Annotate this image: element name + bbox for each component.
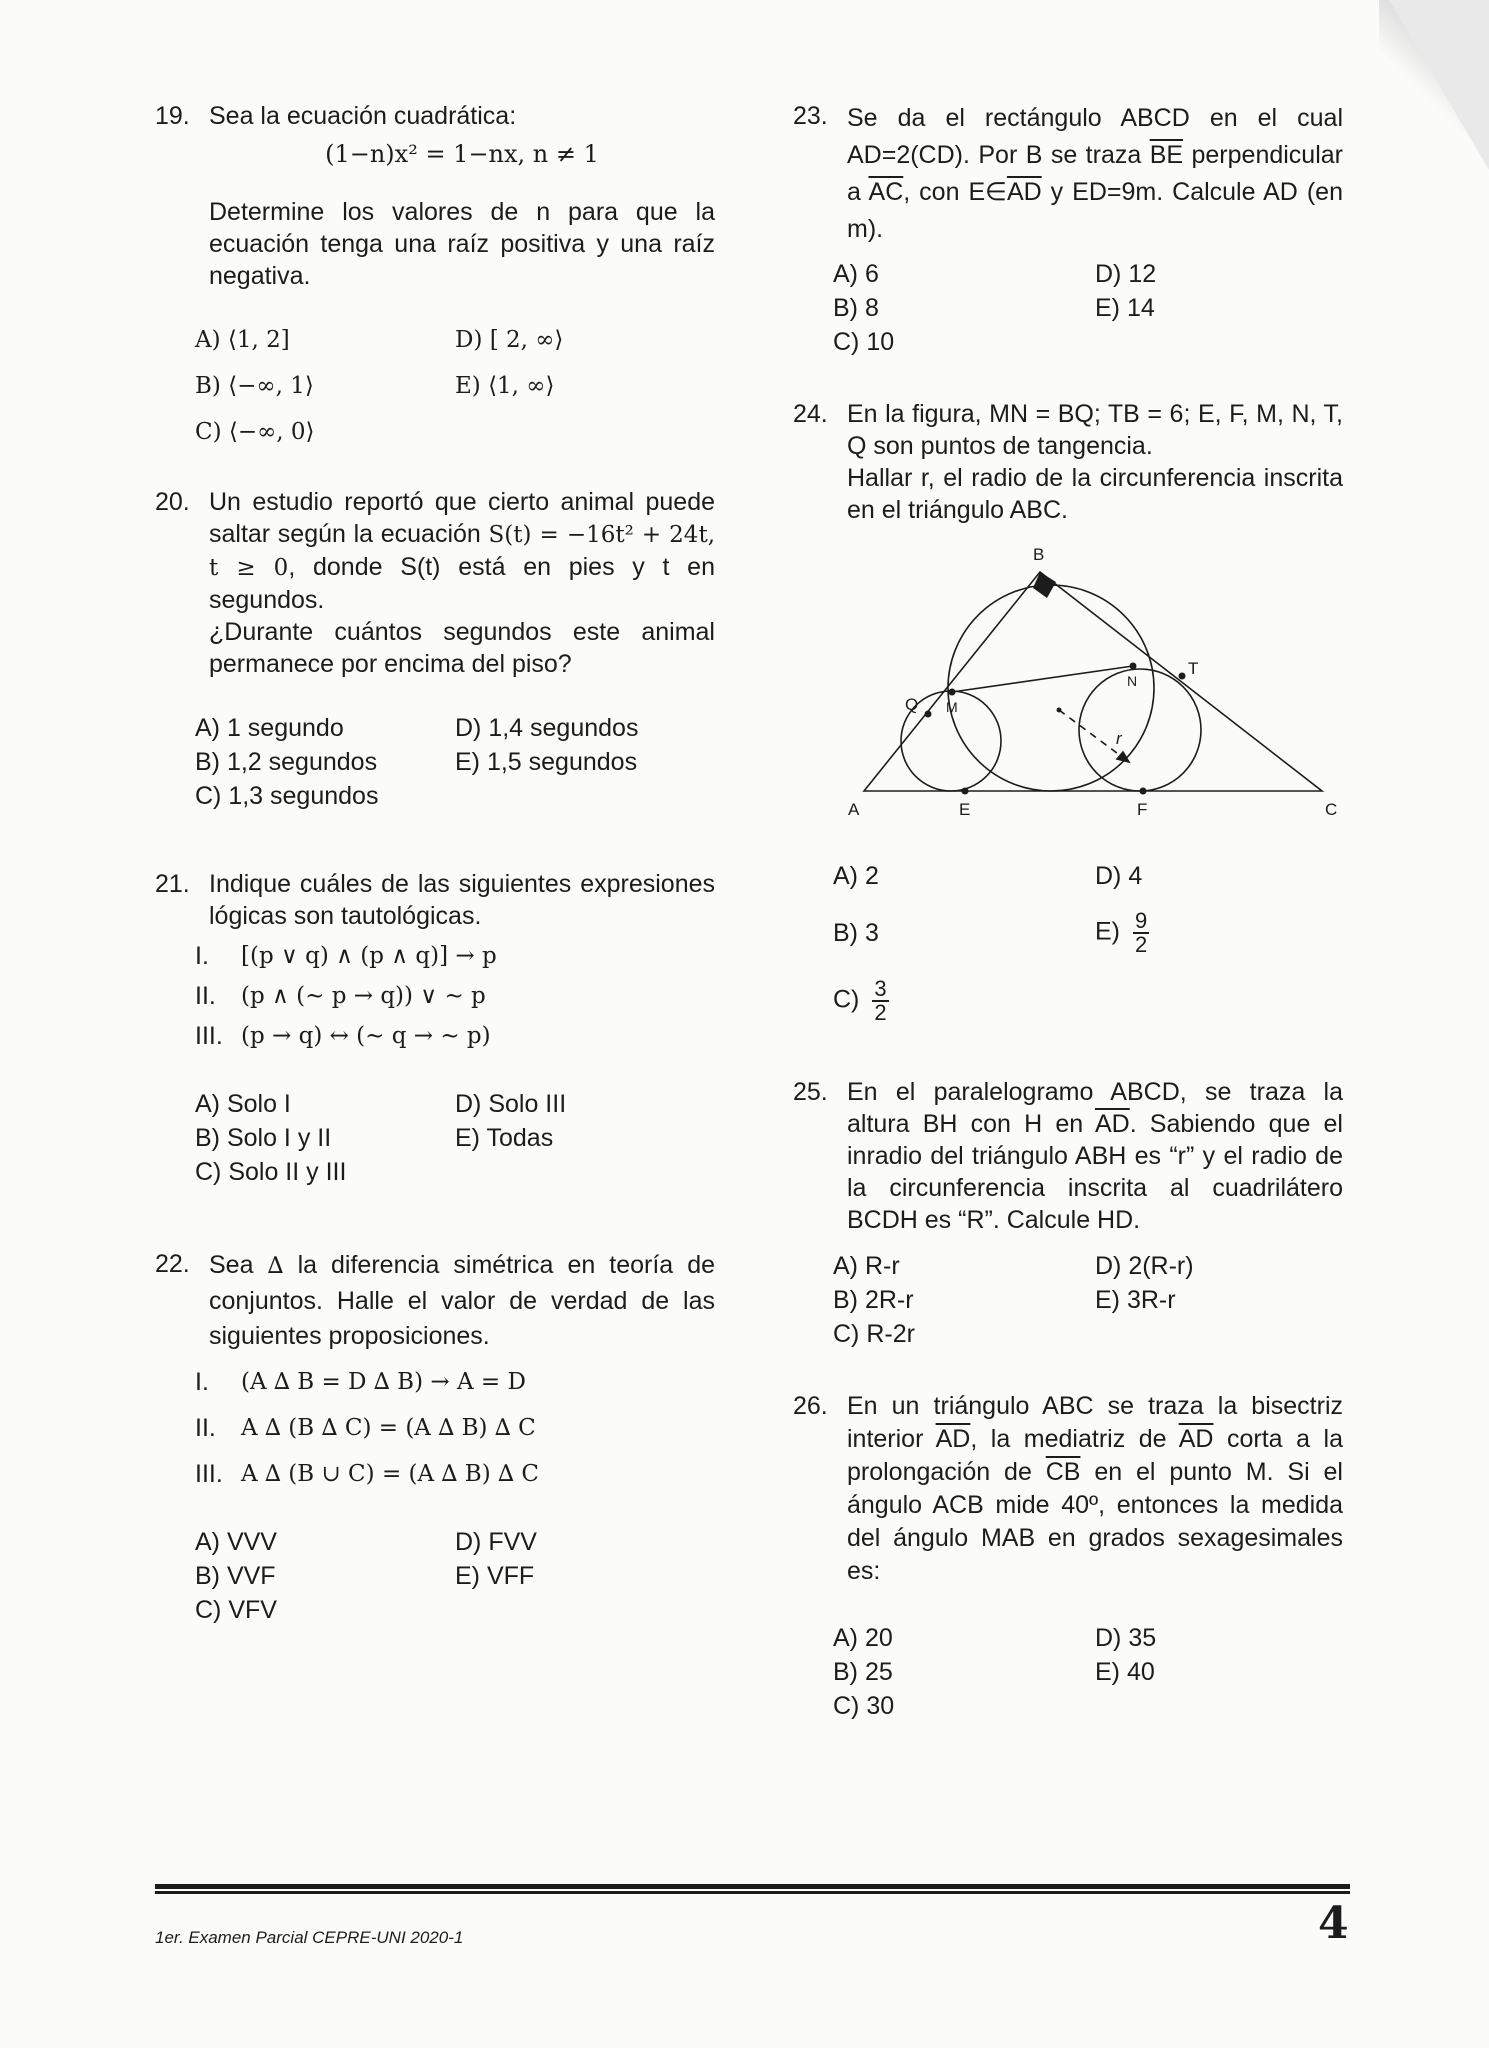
question-text [209,1248,715,1354]
label-t: T [1188,659,1199,678]
option-e[interactable]: E) 3R-r [1095,1286,1176,1314]
question-number: 21. [155,870,190,898]
question-intro: Sea la ecuación cuadrática: [209,102,517,130]
statement-roman: III. [195,1460,223,1488]
height-equation: S(t) = −16t² + 24t, t ≥ 0 [209,522,715,581]
question-text [847,100,1343,248]
option-e[interactable]: E) Todas [455,1124,554,1152]
option-a[interactable]: A) ⟨1, 2] [195,327,290,353]
point-f [1140,788,1147,795]
question-text-part: perpendicular a [847,141,1343,206]
question-text-part: . Sabiendo que el inradio del triángulo ABH es “r” y el radio de la circunferencia inscrita al cuadrilátero BCDH es “R”. Calcule HD. [847,1110,1343,1234]
question-text: En la figura, MN = BQ; TB = 6; E, F, M, N, T, Q son puntos de tangencia. [847,400,1343,460]
label-e: E [959,800,971,819]
option-c[interactable]: C) Solo II y III [195,1158,347,1186]
statement-2 [195,1412,715,1444]
option-d[interactable]: D) FVV [455,1528,537,1556]
option-d[interactable]: D) 35 [1095,1624,1157,1652]
statement-expr: A ∆ (B ∆ C) = (A ∆ B) ∆ C [241,1415,536,1441]
delta-symbol: ∆ [267,1253,284,1279]
option-d[interactable]: D) 1,4 segundos [455,714,639,742]
segment-ad: $\overline{AD}$ [935,1425,971,1453]
option-b[interactable]: B) 25 [833,1658,893,1686]
statement-roman: II. [195,1414,216,1442]
fraction [1133,910,1149,956]
question-22 [155,1248,715,1626]
question-text [847,1076,1343,1236]
small-circle-right [1079,669,1201,791]
question-text-part: , con E∈ [903,178,1007,206]
option-a[interactable]: A) VVV [195,1528,277,1556]
question-text: Hallar r, el radio de la circunferencia inscrita en el triángulo ABC. [847,464,1343,524]
question-number: 20. [155,488,190,516]
option-b[interactable]: B) 2R-r [833,1286,914,1314]
question-text-part: Sea [209,1251,268,1279]
question-text-part: Se da el rectángulo ABCD en el cual AD=2(CD). Por B se traza [847,104,1343,169]
option-b[interactable]: B) ⟨−∞, 1⟩ [195,373,314,399]
triangle-abc [864,572,1322,791]
question-text-part: en el punto M. Si el ángulo ACB mide 40º, entonces la medida del ángulo MAB en grados sexagesimales es: [847,1458,1343,1585]
answer-options [833,860,1343,1024]
question-text [209,486,715,616]
statement-expr: (p ∧ (∼ p → q)) ∨ ∼ p [241,983,486,1009]
option-c[interactable] [833,978,1095,1024]
label-r: r [1116,729,1122,748]
option-a[interactable]: A) 2 [833,862,879,890]
segment-cb: $\overline{CB}$ [1045,1458,1081,1486]
statement-expr: (A ∆ B = D ∆ B) → A = D [241,1369,526,1395]
question-text: Determine los valores de n para que la ecuación tenga una raíz positiva y una raíz negativa. [209,198,715,290]
question-text-part: , donde S(t) está en pies y t en segundos. [209,553,715,614]
option-d[interactable]: D) [ 2, ∞⟩ [455,327,564,353]
label-f: F [1137,800,1148,819]
answer-options [833,1250,1343,1350]
question-text-part: la diferencia simétrica en teoría de conjuntos. Halle el valor de verdad de las siguientes proposiciones. [209,1251,715,1350]
option-c[interactable]: C) 10 [833,328,895,356]
point-n [1130,663,1137,670]
option-b[interactable]: B) 1,2 segundos [195,748,378,776]
label-q: Q [905,695,919,714]
label-b: B [1033,545,1045,564]
answer-options [195,324,715,448]
option-b[interactable]: B) VVF [195,1562,276,1590]
statement-expr: [(p ∨ q) ∧ (p ∧ q)] → p [241,943,497,969]
option-b[interactable]: B) Solo I y II [195,1124,332,1152]
option-a[interactable]: A) 1 segundo [195,714,344,742]
option-e[interactable]: E) VFF [455,1562,535,1590]
segment-ad: $\overline{AD}$ [1006,178,1042,206]
question-text-part: En el paralelogramo ABCD, se traza la altura BH con H en [847,1078,1343,1138]
fraction-denominator: 2 [874,1000,887,1025]
segment-ac: $\overline{AC}$ [868,178,904,206]
option-e[interactable]: E) 40 [1095,1658,1155,1686]
question-text: ¿Durante cuántos segundos este animal permanece por encima del piso? [209,618,715,678]
answer-options [833,1622,1343,1722]
option-c[interactable]: C) VFV [195,1596,277,1624]
question-20 [155,486,715,812]
question-19 [155,100,715,448]
segment-be: $\overline{BE}$ [1149,141,1184,169]
point-q [925,711,932,718]
option-a[interactable]: A) 20 [833,1624,893,1652]
option-b[interactable]: B) 3 [833,919,879,947]
fraction [872,978,888,1024]
page-corner-fold [1389,0,1489,170]
question-number: 19. [155,102,190,130]
question-text-part: corta a la prolongación de [847,1425,1344,1486]
right-column [793,100,1343,1722]
statement-roman: I. [195,1368,209,1396]
option-prefix: C) [833,985,860,1014]
question-25 [793,1076,1343,1350]
statement-roman: II. [195,982,216,1010]
fraction-denominator: 2 [1134,932,1148,957]
option-c[interactable]: C) R-2r [833,1320,915,1348]
question-23 [793,100,1343,358]
answer-options [833,258,1343,358]
question-text-part: , la mediatriz de [970,1425,1179,1453]
statement-roman: I. [195,942,209,970]
option-d[interactable]: D) Solo III [455,1090,567,1118]
exam-title: 1er. Examen Parcial CEPRE-UNI 2020-1 [155,1928,464,1947]
option-prefix: E) [1095,917,1120,946]
option-d[interactable]: D) 12 [1095,260,1157,288]
label-a: A [848,800,860,819]
option-d[interactable]: D) 4 [1095,862,1143,890]
question-number: 24. [793,400,828,428]
statement-3 [195,1458,715,1490]
option-e[interactable]: E) 14 [1095,294,1155,322]
statement-2 [195,980,715,1012]
statement-expr: A ∆ (B ∪ C) = (A ∆ B) ∆ C [241,1461,539,1487]
answer-options [195,1526,715,1626]
footer-rule [155,1884,1350,1889]
option-e[interactable] [1095,910,1335,956]
point-m [949,689,956,696]
question-number: 26. [793,1392,828,1420]
question-text-part: y ED=9m. Calcule AD (en m). [847,178,1343,243]
statement-roman: III. [195,1022,223,1050]
fraction-numerator: 3 [874,976,887,1001]
question-26 [793,1390,1343,1722]
quadratic-equation: (1−n)x² = 1−nx, n ≠ 1 [325,140,599,168]
label-m: M [946,699,958,715]
point-t [1179,673,1186,680]
option-c[interactable]: C) ⟨−∞, 0⟩ [195,419,315,445]
segment-ad: $\overline{AD}$ [1178,1425,1214,1453]
option-a[interactable]: A) 6 [833,260,879,288]
option-e[interactable]: E) 1,5 segundos [455,748,638,776]
page-number: 4 [1318,1898,1349,1949]
option-a[interactable]: A) R-r [833,1252,900,1280]
question-text [847,1390,1343,1588]
point-e [962,788,969,795]
question-number: 25. [793,1078,828,1106]
statement-expr: (p → q) ↔ (∼ q → ∼ p) [241,1023,491,1049]
option-c[interactable]: C) 1,3 segundos [195,782,379,810]
option-e[interactable]: E) ⟨1, ∞⟩ [455,373,555,399]
option-a[interactable]: A) Solo I [195,1090,291,1118]
statement-1 [195,1366,715,1398]
statement-3 [195,1020,715,1052]
question-21 [155,868,715,1188]
question-text-part: Un estudio reportó que cierto animal puede saltar según la ecuación [209,488,715,548]
label-n: N [1127,673,1138,689]
footer-rule [155,1891,1350,1894]
segment-ad: $\overline{AD}$ [1094,1110,1130,1138]
question-text-part: En un triángulo ABC se traza la bisectriz interior [847,1392,1343,1453]
option-d[interactable]: D) 2(R-r) [1095,1252,1194,1280]
triangle-figure [837,538,1347,828]
answer-options [195,1088,715,1188]
left-column [155,100,715,1626]
question-number: 22. [155,1250,190,1278]
fraction-numerator: 9 [1134,908,1148,933]
answer-options [195,712,715,812]
incircle-center [1057,708,1062,713]
label-c: C [1325,800,1338,819]
statement-1 [195,940,715,972]
option-b[interactable]: B) 8 [833,294,879,322]
question-text: Indique cuáles de las siguientes expresiones lógicas son tautológicas. [209,870,715,930]
option-c[interactable]: C) 30 [833,1692,895,1720]
question-number: 23. [793,102,828,130]
